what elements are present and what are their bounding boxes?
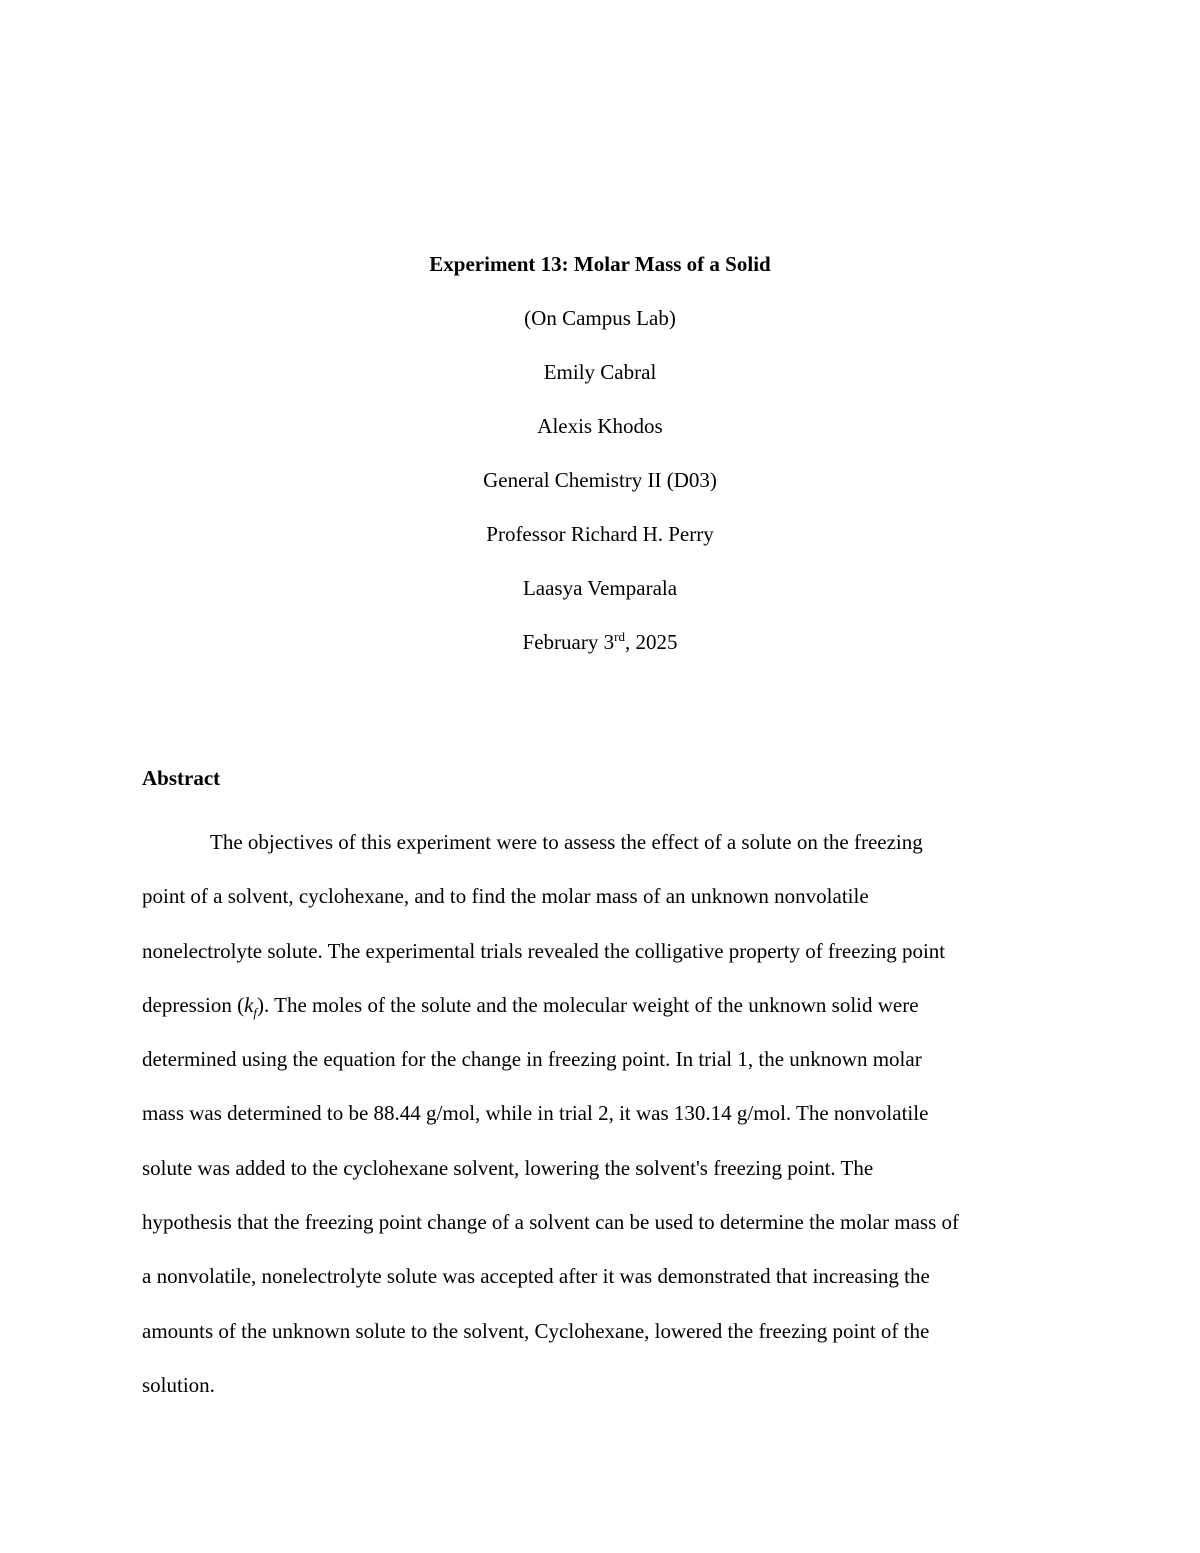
abstract-line: point of a solvent, cyclohexane, and to find the molar mass of an unknown nonvolatile <box>142 884 869 909</box>
kf-subscript: f <box>253 1005 258 1021</box>
abstract-heading: Abstract <box>142 766 221 790</box>
abstract-line: solution. <box>142 1372 215 1397</box>
date-prefix: February 3 <box>522 630 615 654</box>
title-block <box>0 246 1200 678</box>
date-superscript: rd <box>614 629 625 644</box>
course-name: General Chemistry II (D03) <box>483 468 717 492</box>
author-name: Alexis Khodos <box>537 414 663 438</box>
date-suffix: , 2025 <box>624 630 678 654</box>
abstract-line: nonelectrolyte solute. The experimental trials revealed the colligative property of freezing point <box>142 938 946 963</box>
document-title: Experiment 13: Molar Mass of a Solid <box>429 252 771 276</box>
ta-name: Laasya Vemparala <box>522 576 678 600</box>
professor-name: Professor Richard H. Perry <box>486 522 714 546</box>
abstract-line: mass was determined to be 88.44 g/mol, while in trial 2, it was 130.14 g/mol. The nonvolatile <box>142 1101 929 1126</box>
abstract-line: amounts of the unknown solute to the solvent, Cyclohexane, lowered the freezing point of the <box>142 1318 930 1343</box>
kf-symbol: k <box>244 992 254 1017</box>
abstract-line: solute was added to the cyclohexane solvent, lowering the solvent's freezing point. The <box>142 1155 874 1180</box>
document-subtitle: (On Campus Lab) <box>524 306 676 330</box>
abstract-line: determined using the equation for the change in freezing point. In trial 1, the unknown molar <box>142 1047 922 1072</box>
document-date <box>0 624 1200 678</box>
abstract-line <box>142 978 1062 1032</box>
abstract-line: a nonvolatile, nonelectrolyte solute was accepted after it was demonstrated that increasing the <box>142 1264 930 1289</box>
abstract-line: The objectives of this experiment were to assess the effect of a solute on the freezing <box>210 830 923 854</box>
author-name: Emily Cabral <box>543 360 657 384</box>
abstract-paragraph <box>142 815 1062 1412</box>
abstract-text: ). The moles of the solute and the molecular weight of the unknown solid were <box>257 992 919 1017</box>
abstract-line: hypothesis that the freezing point change of a solvent can be used to determine the molar mass of <box>142 1210 960 1235</box>
abstract-text: depression ( <box>142 992 245 1017</box>
